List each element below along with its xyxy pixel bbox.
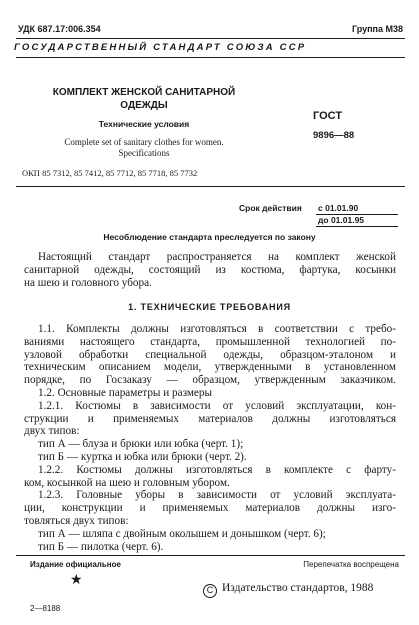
footer-rule [16,555,405,556]
body-line: ваниями настоящего стандарта, промышленной технологией по- [24,335,396,348]
validity-from: с 01.01.90 [318,203,359,213]
section-heading: 1. ТЕХНИЧЕСКИЕ ТРЕБОВАНИЯ [128,302,291,312]
copyright-icon: C [203,584,217,598]
document-subtitle: Технические условия [98,119,190,129]
body-text [24,323,396,553]
body-line: техническим описанием модели, утвержденными в установленном [24,361,396,374]
body-line: товляться двух типов: [24,514,129,527]
page-code: 2—8188 [30,604,61,613]
body-line: 1.2.2. Костюмы должны изготовляться в комплекте с фарту- [38,463,396,476]
copyright-notice [203,582,373,598]
body-line: двух типов: [24,425,80,438]
group-code: Группа М38 [351,24,403,34]
body-line: 1.2.1. Костюмы в зависимости от условий эксплуатации, кон- [38,399,396,412]
copyright-text: Издательство стандартов, 1988 [222,582,374,594]
law-notice: Несоблюдение стандарта преследуется по закону [103,232,316,242]
header-rule-bottom [16,57,405,58]
body-line: тип А — блуза и брюки или юбка (черт. 1); [38,438,244,451]
body-line: 1.2.3. Головные уборы в зависимости от условий эксплуата- [38,489,396,502]
body-line: ком, косынкой на шею и головным убором. [24,476,230,489]
validity-label: Срок действия [239,203,302,213]
gost-label: ГОСТ [313,110,343,122]
star-icon: ★ [70,573,83,588]
intro-line: Настоящий стандарт распространяется на комплект женской [38,251,396,263]
body-line: тип А — шляпа с двойным околышем и донышком (черт. 6); [38,527,326,540]
title-line-1: КОМПЛЕКТ ЖЕНСКОЙ САНИТАРНОЙ [52,87,236,98]
intro-line: санитарной одежды, состоящий из костюма, фартука, косынки [24,263,396,276]
body-line: узловой обработки специальной одежды, образцом-эталоном и [24,348,396,361]
english-title-line-1: Complete set of sanitary clothes for women. [64,137,224,147]
okp-codes: ОКП 85 7312, 85 7412, 85 7712, 85 7718, 85 7732 [22,168,198,178]
validity-to: до 01.01.95 [318,215,365,225]
body-line: ции, конструкции и применяемых материалов должны изго- [24,502,396,515]
official-edition-label: Издание официальное [30,560,121,569]
body-line: 1.2. Основные параметры и размеры [38,386,213,399]
body-line: тип Б — пилотка (черт. 6). [38,540,164,553]
body-line: порядке, по Госзаказу — образцом, утвержденным заказчиком. [24,374,396,387]
intro-paragraph [24,251,396,289]
body-line: тип Б — куртка и юбка или брюки (черт. 2). [38,450,247,463]
english-title-line-2: Specifications [118,148,170,158]
title-rule [16,186,405,187]
body-line: 1.1. Комплекты должны изготовляться в соответствии с требо- [38,323,396,335]
document-title [34,86,254,112]
reprint-prohibited-label: Перепечатка воспрещена [303,560,399,569]
header-rule-top [16,38,405,39]
body-line: струкции и применяемых материалов должны изготовляться [24,412,396,425]
english-title [34,137,254,159]
validity-underline [316,226,398,227]
gost-number: 9896—88 [313,130,355,141]
title-line-2: ОДЕЖДЫ [120,100,168,111]
udk-code: УДК 687.17:006.354 [18,24,101,34]
standard-banner: ГОСУДАРСТВЕННЫЙ СТАНДАРТ СОЮЗА ССР [14,42,307,53]
intro-line: на шею и головного убора. [24,276,152,289]
